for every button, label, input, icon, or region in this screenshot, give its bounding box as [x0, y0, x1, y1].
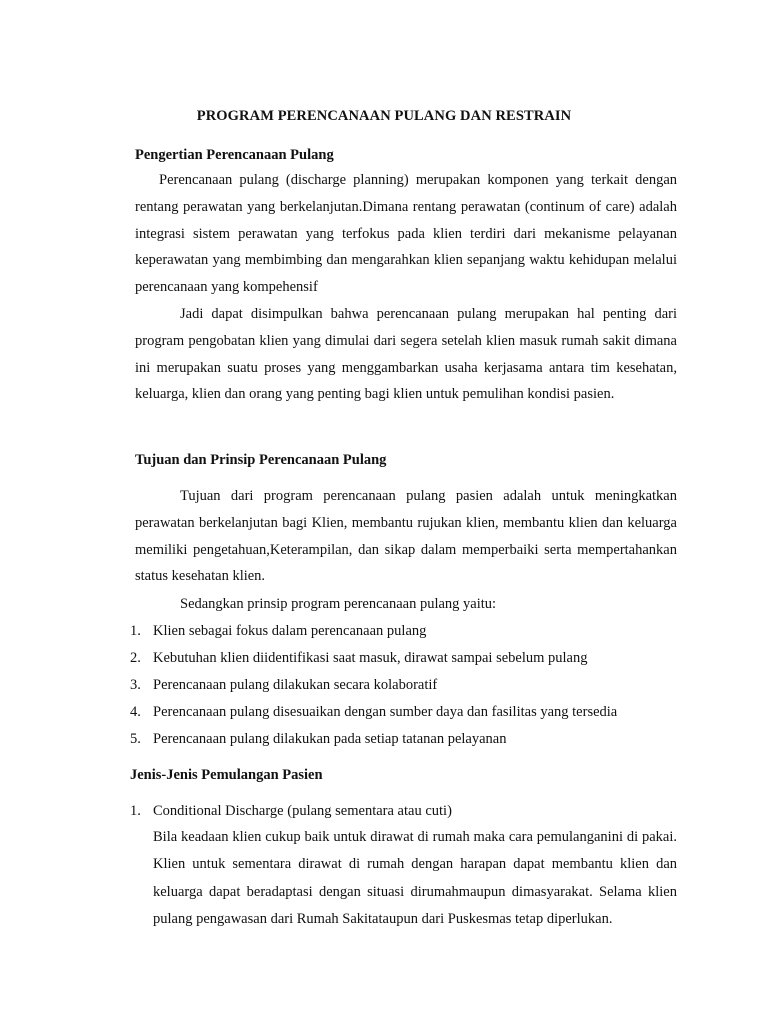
- list-item-number: 2.: [130, 650, 141, 666]
- list-item-text: Klien sebagai fokus dalam perencanaan pulang: [153, 623, 427, 639]
- list-item-number: 5.: [130, 731, 141, 747]
- discharge-type-title: Conditional Discharge (pulang sementara atau cuti): [153, 803, 452, 819]
- list-item-number: 1.: [130, 803, 141, 819]
- section-heading-tujuan: Tujuan dan Prinsip Perencanaan Pulang: [135, 452, 387, 468]
- paragraph-pengertian-2: Jadi dapat disimpulkan bahwa perencanaan pulang merupakan hal penting dari program pengobatan klien yang dimulai dari segera setelah klien masuk rumah sakit dimana ini merupakan suatu proses yang menggambarkan usaha kerjasama antara tim kesehatan, keluarga, klien dan orang yang penting bagi klien untuk pemulihan kondisi pasien.: [135, 306, 677, 403]
- list-item-text: Perencanaan pulang dilakukan secara kolaboratif: [153, 677, 438, 693]
- list-intro: Sedangkan prinsip program perencanaan pulang yaitu:: [180, 596, 497, 612]
- list-item-text: Perencanaan pulang disesuaikan dengan sumber daya dan fasilitas yang tersedia: [153, 704, 618, 720]
- list-item-number: 1.: [130, 623, 141, 639]
- section-heading-jenis: Jenis-Jenis Pemulangan Pasien: [130, 767, 323, 783]
- list-item-number: 3.: [130, 677, 141, 693]
- list-item-text: Perencanaan pulang dilakukan pada setiap tatanan pelayanan: [153, 731, 507, 747]
- document-title: PROGRAM PERENCANAAN PULANG DAN RESTRAIN: [196, 108, 572, 124]
- list-item-text: Kebutuhan klien diidentifikasi saat masuk, dirawat sampai sebelum pulang: [153, 650, 588, 666]
- list-item-number: 4.: [130, 704, 141, 720]
- paragraph-pengertian-1: Perencanaan pulang (discharge planning) merupakan komponen yang terkait dengan rentang perawatan yang berkelanjutan.Dimana rentang perawatan (continum of care) adalah integrasi sistem perawatan yang terfokus pada klien terdiri dari mekanisme pelayanan keperawatan yang membimbing dan mengarahkan klien sepanjang waktu kehidupan melalui perencanaan yang kompehensif: [135, 172, 677, 296]
- section-heading-pengertian: Pengertian Perencanaan Pulang: [135, 147, 334, 163]
- paragraph-tujuan: Tujuan dari program perencanaan pulang pasien adalah untuk meningkatkan perawatan berkelanjutan bagi Klien, membantu rujukan klien, membantu klien dan keluarga memiliki pengetahuan,Keterampilan, dan sikap dalam memperbaiki serta mempertahankan status kesehatan klien.: [135, 488, 677, 585]
- discharge-type-description: Bila keadaan klien cukup baik untuk dirawat di rumah maka cara pemulanganini di pakai. Klien untuk sementara dirawat di rumah dengan harapan dapat membantu klien dan keluarga dapat beradaptasi dengan situasi dirumahmaupun dimasyarakat. Selama klien pulang pengawasan dari Rumah Sakitataupun dari Puskesmas tetap diperlukan.: [153, 829, 677, 927]
